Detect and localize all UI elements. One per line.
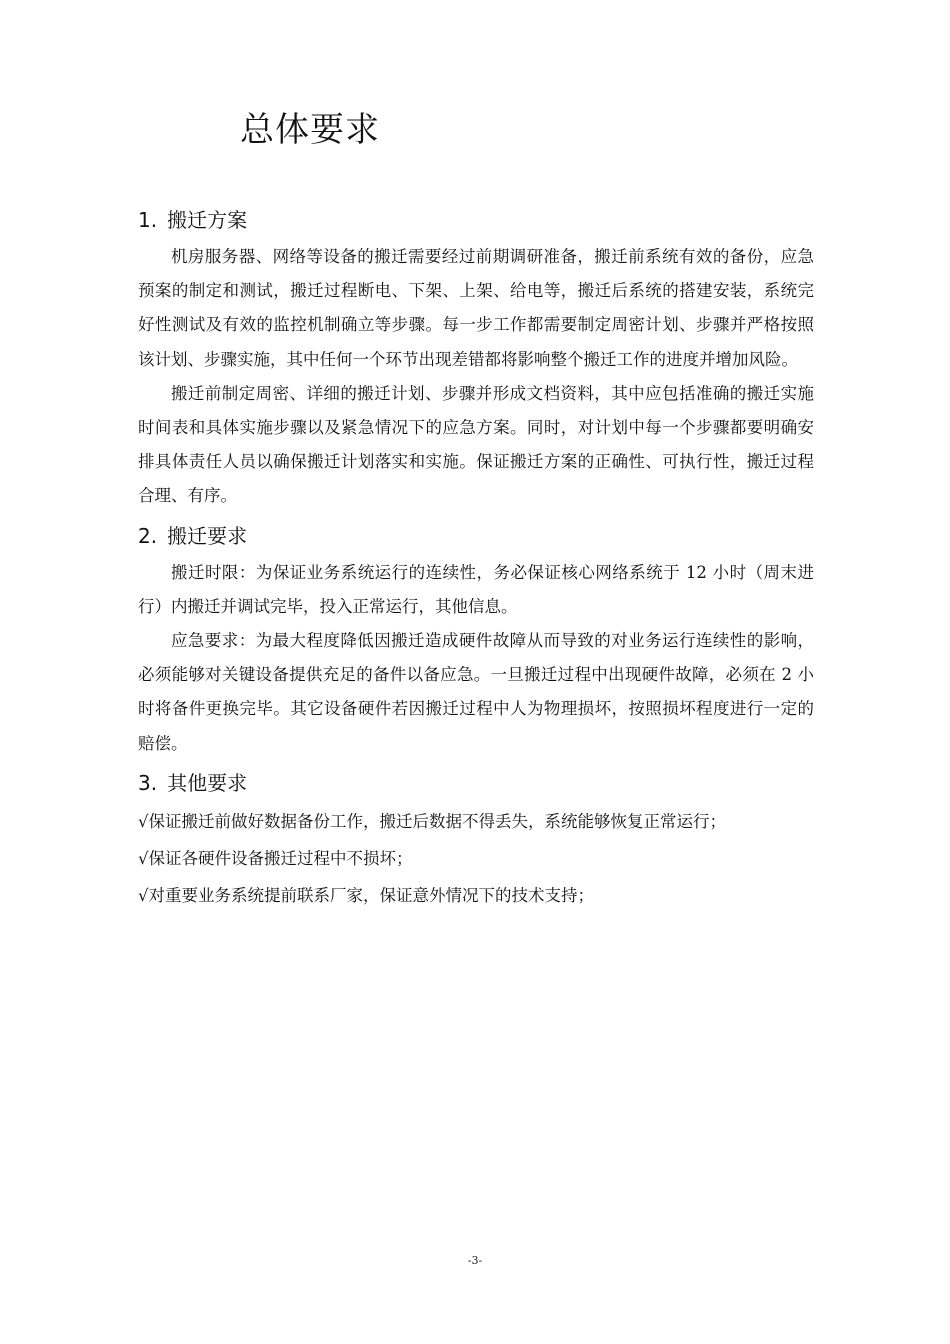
section-heading <box>138 763 814 803</box>
page-number: -3- <box>467 1254 483 1267</box>
section-heading <box>138 200 814 240</box>
section-relocation-requirements <box>138 516 814 761</box>
section-number: 1. <box>138 208 158 232</box>
check-icon: √ <box>138 885 149 905</box>
list-item-text: 对重要业务系统提前联系厂家，保证意外情况下的技术支持； <box>148 885 595 905</box>
page-title: 总体要求 <box>240 110 380 150</box>
paragraph: 搬迁前制定周密、详细的搬迁计划、步骤并形成文档资料，其中应包括准确的搬迁实施时间表和具体实施步骤以及紧急情况下的应急方案。同时，对计划中每一个步骤都要明确安排具体责任人员以确保搬迁计划落实和实施。保证搬迁方案的正确性、可执行性，搬迁过程合理、有序。 <box>138 383 814 506</box>
section-heading <box>138 516 814 556</box>
section-title: 搬迁要求 <box>167 523 248 548</box>
section-number: 2. <box>138 523 158 548</box>
checklist <box>138 803 814 914</box>
section-number: 3. <box>138 770 158 795</box>
list-item <box>138 840 814 877</box>
check-icon: √ <box>138 848 149 868</box>
document-body <box>138 200 814 914</box>
section-title: 搬迁方案 <box>167 208 248 232</box>
list-item <box>138 877 814 914</box>
paragraph: 应急要求：为最大程度降低因搬迁造成硬件故障从而导致的对业务运行连续性的影响，必须能够对关键设备提供充足的备件以备应急。一旦搬迁过程中出现硬件故障，必须在 2 小时将备件更换完毕。其它设备硬件若因搬迁过程中人为物理损坏，按照损坏程度进行一定的赔偿。 <box>138 631 814 753</box>
check-icon: √ <box>138 811 149 831</box>
list-item-text: 保证搬迁前做好数据备份工作，搬迁后数据不得丢失，系统能够恢复正常运行； <box>148 811 727 831</box>
section-relocation-plan <box>138 200 814 514</box>
section-title: 其他要求 <box>167 770 248 795</box>
paragraph: 搬迁时限：为保证业务系统运行的连续性，务必保证核心网络系统于 12 小时（周末进行）内搬迁并调试完毕，投入正常运行，其他信息。 <box>138 562 814 616</box>
list-item-text: 保证各硬件设备搬迁过程中不损坏； <box>148 848 413 868</box>
paragraph: 机房服务器、网络等设备的搬迁需要经过前期调研准备，搬迁前系统有效的备份，应急预案的制定和测试，搬迁过程断电、下架、上架、给电等，搬迁后系统的搭建安装，系统完好性测试及有效的监控机制确立等步骤。每一步工作都需要制定周密计划、步骤并严格按照该计划、步骤实施，其中任何一个环节出现差错都将影响整个搬迁工作的进度并增加风险。 <box>138 247 814 369</box>
list-item <box>138 803 814 840</box>
section-other-requirements <box>138 763 814 914</box>
